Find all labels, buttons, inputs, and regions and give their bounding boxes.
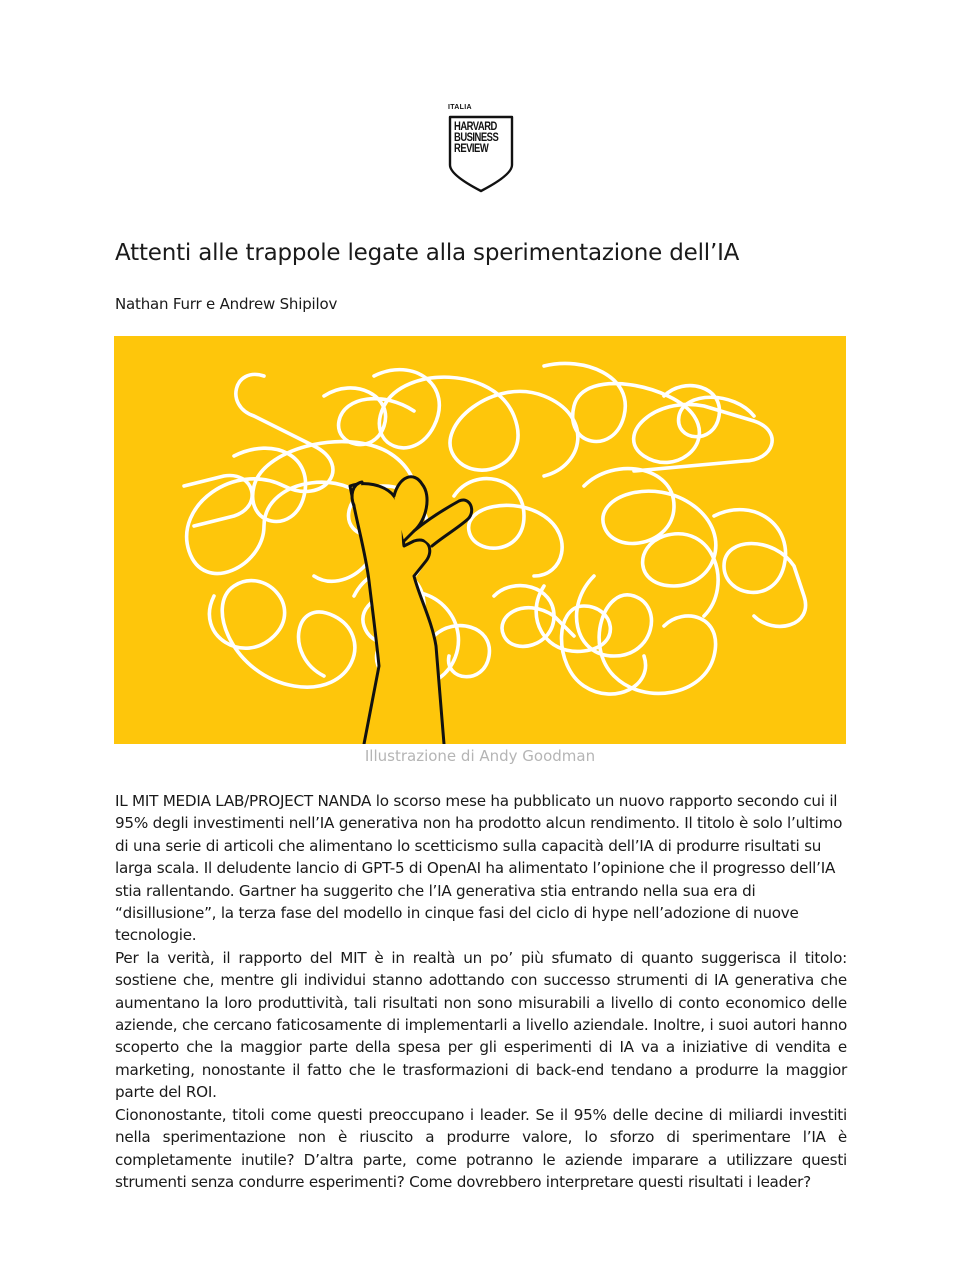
logo-line-1: HARVARD [454, 121, 497, 133]
logo-line-2: BUSINESS [454, 132, 499, 144]
article-body [115, 790, 847, 1193]
logo-wordmark [454, 122, 502, 155]
hbr-italia-logo [448, 104, 516, 192]
figure-with-raised-arm [350, 477, 472, 744]
tangle-lines [184, 363, 806, 694]
body-paragraph-3: Ciononostante, titoli come questi preoccupano i leader. Se il 95% delle decine di miliardi investiti nella sperimentazione non è riuscito a produrre valore, lo sforzo di sperimentare l’IA è completamente inutile? D’altra parte, come potranno le aziende imparare a utilizzare questi strumenti senza condurre esperimenti? Come dovrebbero interpretare questi risultati i leader? [115, 1105, 847, 1191]
article-illustration [114, 336, 846, 744]
body-paragraph-2: Per la verità, il rapporto del MIT è in realtà un po’ più sfumato di quanto suggerisca il titolo: sostiene che, mentre gli individui stanno adottando con successo strumenti di IA generativa che aumentano la loro produttività, tali risultati non sono misurabili a livello di conto economico delle aziende, che cercano faticosamente di implementarli a livello aziendale. Inoltre, i suoi autori hanno scoperto che la maggior parte della spesa per gli esperimenti di IA va a iniziative di vendita e marketing, nonostante il fatto che le trasformazioni di back-end tendano a produrre la maggior parte del ROI. [115, 948, 847, 1102]
illustration-caption: Illustrazione di Andy Goodman [364, 747, 596, 765]
body-paragraph-1: IL MIT MEDIA LAB/PROJECT NANDA lo scorso mese ha pubblicato un nuovo rapporto secondo cui il 95% degli investimenti nell’IA generativa non ha prodotto alcun rendimento. Il titolo è solo l’ultimo di una serie di articoli che alimentano lo scetticismo sulla capacità dell’IA di produrre risultati su larga scala. Il deludente lancio di GPT-5 di OpenAI ha alimentato l’opinione che il progresso dell’IA stia rallentando. Gartner ha suggerito che l’IA generativa stia entrando nella sua era di “disillusione”, la terza fase del modello in cinque fasi del ciclo di hype nell’adozione di nuove tecnologie. [115, 792, 843, 945]
tangled-lines-illustration [114, 336, 846, 744]
logo-line-3: REVIEW [454, 143, 489, 155]
logo-region-label: ITALIA [448, 104, 472, 111]
article-authors: Nathan Furr e Andrew Shipilov [115, 295, 338, 313]
article-title: Attenti alle trappole legate alla sperimentazione dell’IA [115, 240, 740, 266]
